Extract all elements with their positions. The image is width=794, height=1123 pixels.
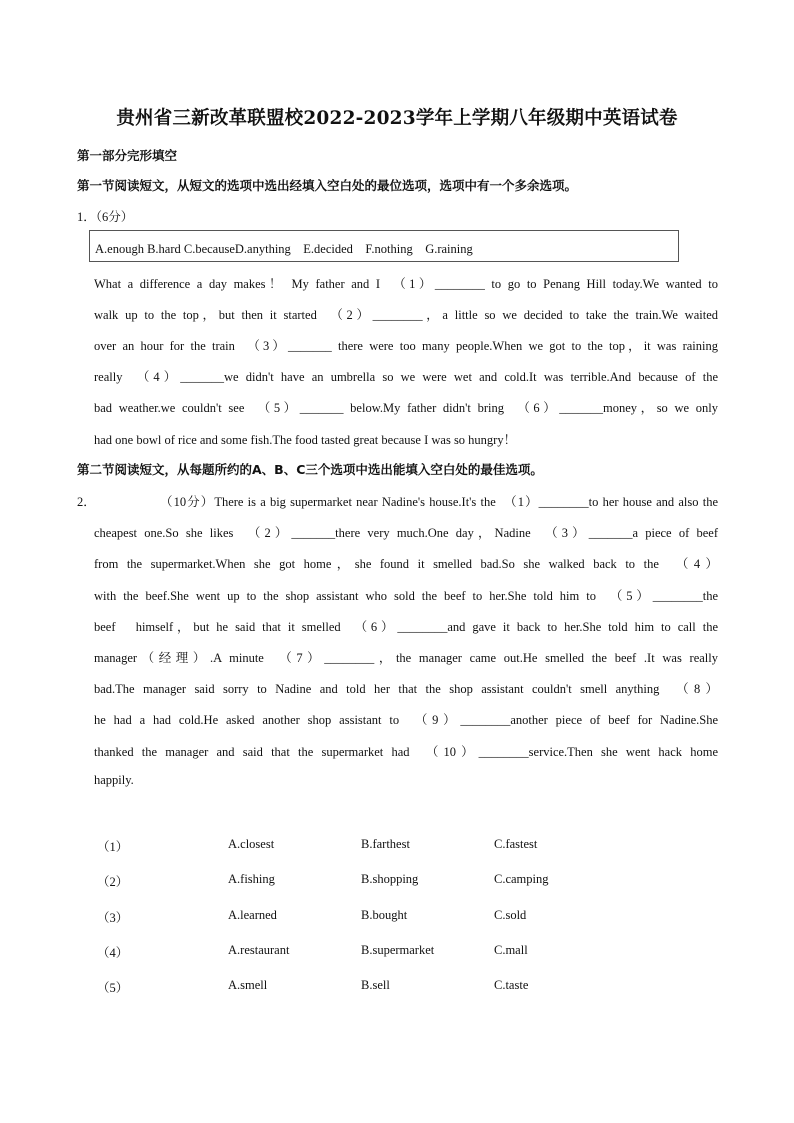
passage-line: bad weather.we couldn't see （5）_______ below.My father didn't bring （6）_______money，so we only [94,401,718,415]
passage-line: walk up to the top，but then it started （2）________，a little so we decided to take the train.We waited [94,308,718,322]
passage-line: he had a had cold.He asked another shop assistant to （9）________another piece of beef for Nadine.She [94,713,718,727]
passage-line: cheapest one.So she likes （2）_______there very much.One day，Nadine （3）_______a piece of beef [94,526,718,540]
page-title: 贵州省三新改革联盟校2022-2023学年上学期八年级期中英语试卷 [116,108,678,129]
choice-number: （5） [97,981,129,995]
choice-a: A.closest [228,837,275,851]
question-1-label: 1．（6分） [77,210,134,224]
choice-number: （2） [97,875,129,889]
choice-b: B.shopping [361,872,419,886]
passage-line: thanked the manager and said that the supermarket had （10）________service.Then she went hack home [94,745,718,759]
choice-c: C.camping [494,872,549,886]
choice-number: （4） [97,946,129,960]
passage-line: beef himself，but he said that it smelled （6）________and gave it back to her.She told him to call the [94,620,718,634]
passage-line: really （4）_______we didn't have an umbrella so we were wet and cold.It was terrible.And because of the [94,370,718,384]
section2-instructions: 第二节阅读短文，从每题所约的A、B、C三个选项中选出能填入空白处的最佳选项。 [77,462,543,477]
choice-b: B.farthest [361,837,410,851]
section1-instructions: 第一节阅读短文，从短文的选项中选出经填入空白处的最位选项，选项中有一个多余选项。 [77,178,578,193]
choice-b: B.sell [361,978,390,992]
choice-a: A.fishing [228,872,275,886]
choice-b: B.supermarket [361,943,435,957]
choice-a: A.smell [228,978,268,992]
passage-line: over an hour for the train （3）_______ there were too many people.When we got to the top，it was raining [94,339,718,353]
passage-line: bad.The manager said sorry to Nadine and told her that the shop assistant couldn't smell anything （8） [94,682,718,696]
choice-c: C.sold [494,908,527,922]
passage-line: happily. [94,773,134,787]
passage-line: had one bowl of rice and some fish.The food tasted great because I was so hungry！ [94,433,517,447]
question-2-label: 2． [77,495,96,509]
choice-b: B.bought [361,908,408,922]
choice-number: （3） [97,911,129,925]
choice-number: （1） [97,840,129,854]
choice-a: A.learned [228,908,277,922]
part-heading: 第一部分完形填空 [77,148,178,163]
choice-c: C.mall [494,943,528,957]
question-1-options: A.enough B.hard C.becauseD.anything E.decided F.nothing G.raining [95,242,473,256]
choice-a: A.restaurant [228,943,290,957]
passage-line: What a difference a day makes！ My father and I （1）________ to go to Penang Hill today.We wanted to [94,277,718,291]
choice-c: C.taste [494,978,529,992]
passage-line: manager（经理）.A minute （7）________，the manager came out.He smelled the beef .It was really [94,651,718,665]
passage-line: （10分）There is a big supermarket near Nadine's house.It's the （1）________to her house and also the [160,495,718,509]
choice-c: C.fastest [494,837,538,851]
passage-line: from the supermarket.When she got home，she found it smelled bad.So she walked back to the （4） [94,557,718,571]
passage-line: with the beef.She went up to the shop assistant who sold the beef to her.She told him to （5）________the [94,589,718,603]
question-1-option-box [89,230,679,262]
